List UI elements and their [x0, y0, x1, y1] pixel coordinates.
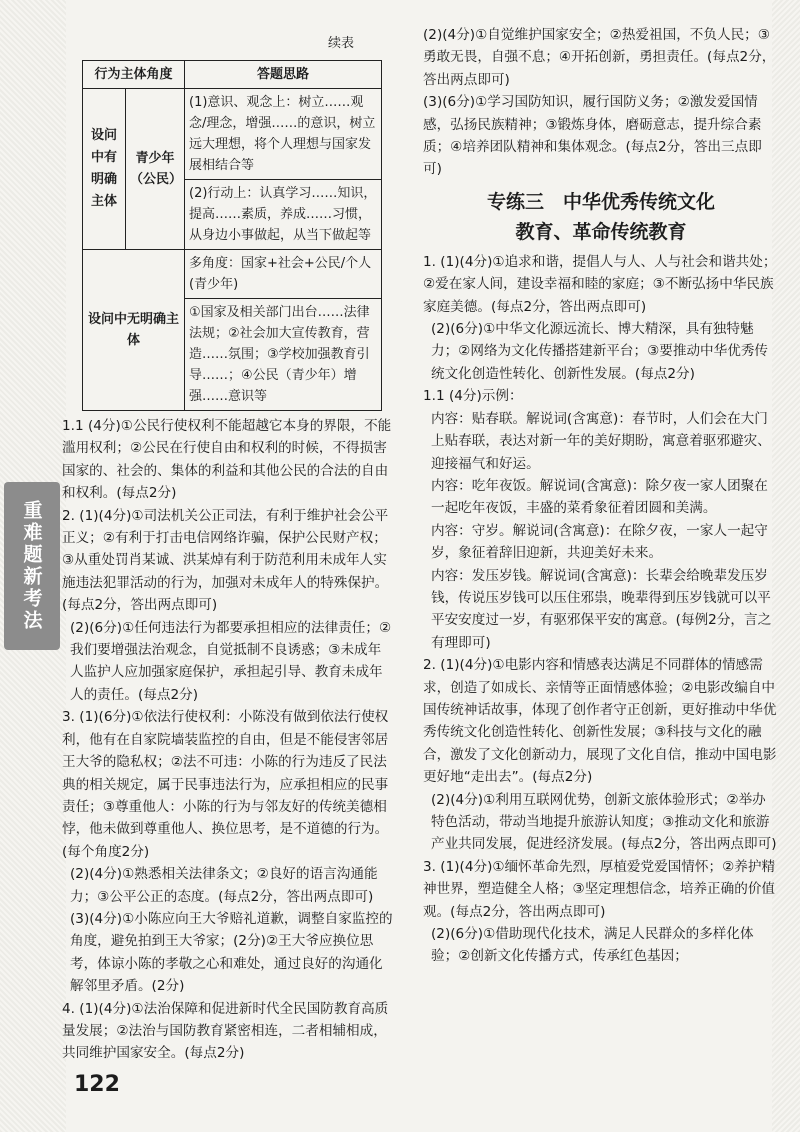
right-column: [423, 24, 779, 968]
answer-item: 内容：守岁。解说词(含寓意)：在除夕夜，一家人一起守岁，象征着辞旧迎新，共迎美好未来。: [431, 522, 768, 562]
table-cell-multi-angle: 多角度：国家+社会+公民/个人(青少年): [185, 250, 382, 299]
section-title-line-2: 教育、革命传统教育: [515, 220, 687, 243]
table-cell-awareness: (1)意识、观念上：树立……观念/理念，增强……的意识，树立远大理想，将个人理想与国家发展相结合等: [185, 89, 382, 180]
row-group-explicit: 设问中有明确主体: [83, 89, 126, 250]
answer-item: 内容：吃年夜饭。解说词(含寓意)：除夕夜一家人团聚在一起吃年夜饭，丰盛的菜肴象征着团圆和美满。: [431, 477, 768, 517]
section-title-line-1: 专练三 中华优秀传统文化: [486, 190, 715, 213]
answer-item: (3)(6分)①学习国防知识，履行国防义务；②激发爱国情感，弘扬民族精神；③锻炼身体，磨砺意志，提升综合素质；④培养团队精神和集体观念。(每点2分，答出三点即可): [423, 94, 762, 178]
left-column: [62, 60, 394, 1065]
section-title: [423, 187, 779, 247]
answer-item: 内容：贴春联。解说词(含寓意)：春节时，人们会在大门上贴春联，表达对新一年的美好期盼，寓意着驱邪避灾、迎接福气和好运。: [431, 410, 771, 472]
answer-item: (2)(4分)①熟悉相关法律条文；②良好的语言沟通能力；③公平公正的态度。(每点2分，答出两点即可): [70, 866, 378, 905]
answer-item: 4. (1)(4分)①法治保障和促进新时代全民国防教育高质量发展；②法治与国防教育紧密相连，二者相辅相成，共同维护国家安全。(每点2分): [62, 1000, 389, 1062]
answer-item: (2)(4分)①利用互联网优势，创新文旅体验形式；②举办特色活动，带动当地提升旅游认知度；③推动文化和旅游产业共同发展，促进经济发展。(每点2分，答出两点即可): [431, 791, 777, 853]
answer-item: 内容：发压岁钱。解说词(含寓意)：长辈会给晚辈发压岁钱，传说压岁钱可以压住邪祟，晚辈得到压岁钱就可以平平安安度过一岁，有驱邪保平安的寓意。(每例2分，言之有理即可): [431, 567, 772, 651]
answer-item: (2)(6分)①任何违法行为都要承担相应的法律责任；②我们要增强法治观念，自觉抵制不良诱惑；③未成年人监护人应加强家庭保护，承担起引导、教育未成年人的责任。(每点2分): [70, 619, 392, 703]
table-cell-action: (2)行动上：认真学习……知识，提高……素质，养成……习惯，从身边小事做起，从当下做起等: [185, 180, 382, 250]
answer-item: (2)(6分)①中华文化源远流长、博大精深，具有独特魅力；②网络为文化传播搭建新平台；③要推动中华优秀传统文化创造性转化、创新性发展。(每点2分): [431, 321, 769, 382]
answer-item: 2. (1)(4分)①电影内容和情感表达满足不同群体的情感需求，创造了如成长、亲情等正面情感体验；②电影改编自中国传统神话故事，体现了创作者守正创新，更好推动中华优秀传统文化创造性转化、创新性发展；③科技与文化的融合，激发了文化创新动力，展现了文化自信，推动中国电影更好地“走出去”。(每点2分): [423, 657, 777, 786]
continued-label: 续表: [328, 36, 355, 51]
answer-item: (2)(6分)①借助现代化技术，满足人民群众的多样化体验；②创新文化传播方式，传承红色基因；: [431, 926, 754, 965]
answer-item: 3. (1)(6分)①依法行使权利：小陈没有做到依法行使权利，他有在自家院墙装监控的自由，但是不能侵害邻居王大爷的隐私权；②法不可违：小陈的行为违反了民法典的相关规定，属于民事违法行为，应承担相应的民事责任；③尊重他人：小陈的行为与邻友好的传统美德相悖，他未做到尊重他人、换位思考，是不道德的行为。(每个角度2分): [62, 709, 389, 860]
page-number: 122: [74, 1072, 120, 1097]
table-header-method: 答题思路: [185, 61, 382, 89]
answer-item: (2)(4分)①自觉维护国家安全；②热爱祖国，不负人民；③勇敢无畏，自强不息；④开拓创新，勇担责任。(每点2分，答出两点即可): [423, 27, 776, 88]
side-tab: 重难题新考法: [4, 482, 60, 650]
table-header-subject: 行为主体角度: [83, 61, 185, 89]
answer-item: 3. (1)(4分)①缅怀革命先烈，厚植爱党爱国情怀；②养护精神世界，塑造健全人格；③坚定理想信念，培养正确的价值观。(每点2分，答出两点即可): [423, 858, 776, 920]
table-cell-measures: ①国家及相关部门出台……法律法规；②社会加大宣传教育，营造……氛围；③学校加强教育引导……；④公民（青少年）增强……意识等: [185, 299, 382, 411]
row-group-implicit: 设问中无明确主体: [83, 250, 185, 411]
row-who-youth: 青少年（公民）: [126, 89, 185, 250]
answer-item: 2. (1)(4分)①司法机关公正司法，有利于维护社会公平正义；②有利于打击电信网络诈骗，保护公民财产权；③从重处罚肖某诚、洪某焯有利于防范利用未成年人实施违法犯罪活动的行为，加强对未成年人的特殊保护。(每点2分，答出两点即可): [62, 507, 389, 614]
answer-item: 1.1 (4分)示例：: [423, 388, 523, 405]
answer-item: (3)(4分)①小陈应向王大爷赔礼道歉，调整自家监控的角度，避免拍到王大爷家；(2分)②王大爷应换位思考，体谅小陈的孝敬之心和难处，通过良好的沟通化解邻里矛盾。(2分): [70, 910, 393, 995]
answer-method-table: [82, 60, 382, 411]
answer-item: 1.1 (4分)①公民行使权利不能超越它本身的界限，不能滥用权利；②公民在行使自由和权利的时候，不得损害国家的、社会的、集体的利益和其他公民的合法的自由和权利。(每点2分): [62, 418, 392, 502]
answer-item: 1. (1)(4分)①追求和谐，提倡人与人、人与社会和谐共处；②爱在家人间，建设幸福和睦的家庭；③不断弘扬中华民族家庭美德。(每点2分，答出两点即可): [423, 253, 777, 315]
